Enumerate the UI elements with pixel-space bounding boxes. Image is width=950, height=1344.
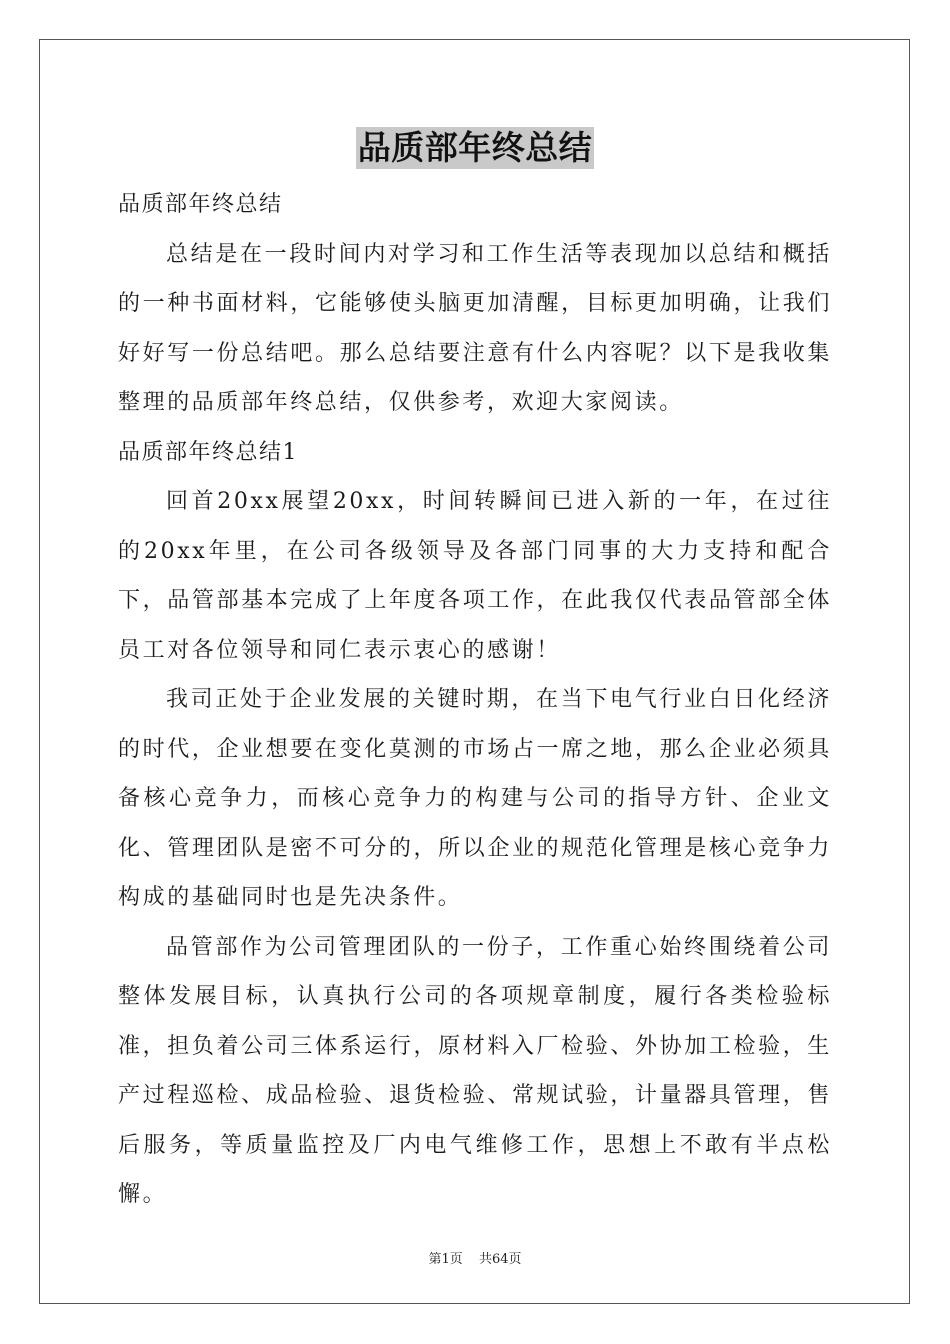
page-total: 共64页 [478,1252,522,1267]
body-paragraph: 回首20xx展望20xx，时间转瞬间已进入新的一年，在过往的20xx年里，在公司各级领导及各部门同事的大力支持和配合下，品管部基本完成了上年度各项工作，在此我仅代表品管部全体员工对各位领导和同仁表示衷心的感谢！ [118,489,832,663]
body-paragraph: 我司正处于企业发展的关键时期，在当下电气行业白日化经济的时代，企业想要在变化莫测的市场占一席之地，那么企业必须具备核心竞争力，而核心竞争力的构建与公司的指导方针、企业文化、管理团队是密不可分的，所以企业的规范化管理是核心竞争力构成的基础同时也是先决条件。 [118,687,832,910]
document-body [118,180,832,1220]
title-wrap [0,127,950,169]
section-heading: 品质部年终总结 [118,192,283,217]
page-footer [0,1248,950,1267]
body-paragraph: 品管部作为公司管理团队的一份子，工作重心始终围绕着公司整体发展目标，认真执行公司的各项规章制度，履行各类检验标准，担负着公司三体系运行，原材料入厂检验、外协加工检验，生产过程巡检、成品检验、退货检验、常规试验，计量器具管理，售后服务，等质量监控及厂内电气维修工作，思想上不敢有半点松懈。 [118,934,832,1207]
page-number: 第1页 [428,1252,463,1267]
document-title: 品质部年终总结 [357,128,593,167]
body-paragraph: 总结是在一段时间内对学习和工作生活等表现加以总结和概括的一种书面材料，它能够使头脑更加清醒，目标更加明确，让我们好好写一份总结吧。那么总结要注意有什么内容呢？以下是我收集整理的品质部年终总结，仅供参考，欢迎大家阅读。 [118,241,832,415]
section-heading: 品质部年终总结1 [118,439,298,465]
